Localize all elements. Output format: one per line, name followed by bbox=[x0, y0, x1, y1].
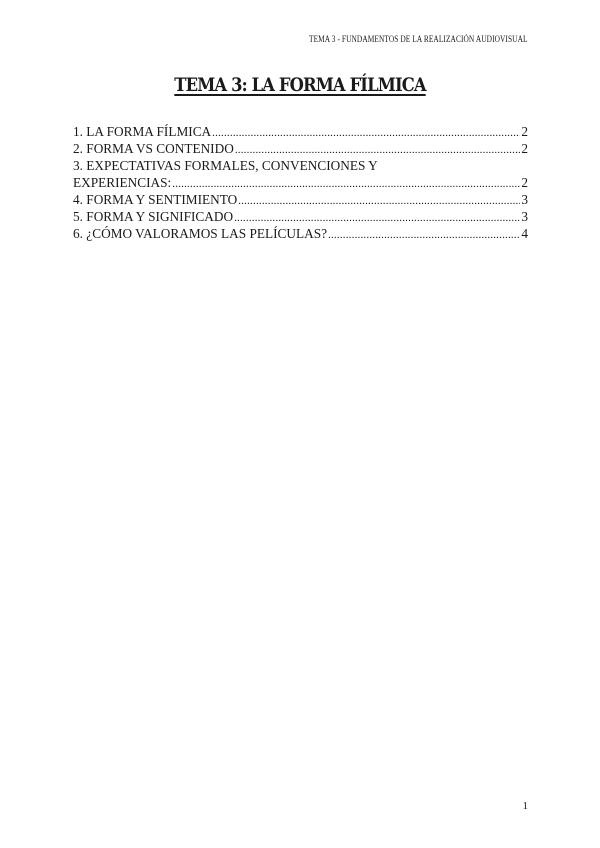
page-number: 1 bbox=[522, 800, 528, 812]
toc-dot-leader bbox=[238, 191, 520, 208]
toc-entry-5[interactable] bbox=[73, 208, 528, 225]
toc-page-number: 2 bbox=[521, 141, 528, 156]
toc-entry-3[interactable] bbox=[73, 174, 528, 191]
toc-entry-label: 2. FORMA VS CONTENIDO bbox=[73, 141, 234, 156]
table-of-contents bbox=[73, 123, 528, 242]
toc-entry-4[interactable] bbox=[73, 191, 528, 208]
toc-entry-1[interactable] bbox=[73, 123, 528, 140]
toc-entry-3-line1[interactable]: 3. EXPECTATIVAS FORMALES, CONVENCIONES Y bbox=[73, 158, 378, 173]
toc-page-number: 3 bbox=[521, 192, 528, 207]
toc-page-number: 3 bbox=[521, 209, 528, 224]
toc-dot-leader bbox=[235, 140, 521, 157]
toc-dot-leader bbox=[328, 225, 520, 242]
toc-page-number: 2 bbox=[521, 124, 528, 139]
running-header: TEMA 3 - FUNDAMENTOS DE LA REALIZACIÓN AUDIOVISUAL bbox=[309, 34, 528, 44]
document-title: TEMA 3: LA FORMA FÍLMICA bbox=[174, 74, 426, 96]
toc-dot-leader bbox=[234, 208, 520, 225]
toc-entry-2[interactable] bbox=[73, 140, 528, 157]
toc-page-number: 2 bbox=[521, 175, 528, 190]
toc-entry-label: 4. FORMA Y SENTIMIENTO bbox=[73, 192, 238, 207]
toc-entry-label: 5. FORMA Y SIGNIFICADO bbox=[73, 209, 234, 224]
toc-entry-6[interactable] bbox=[73, 225, 528, 242]
toc-page-number: 4 bbox=[521, 226, 528, 241]
toc-entry-label: EXPERIENCIAS: bbox=[73, 175, 172, 190]
toc-dot-leader bbox=[212, 123, 520, 140]
toc-entry-label: 6. ¿CÓMO VALORAMOS LAS PELÍCULAS? bbox=[73, 226, 328, 241]
toc-dot-leader bbox=[172, 174, 520, 191]
toc-entry-label: 1. LA FORMA FÍLMICA bbox=[73, 124, 212, 139]
